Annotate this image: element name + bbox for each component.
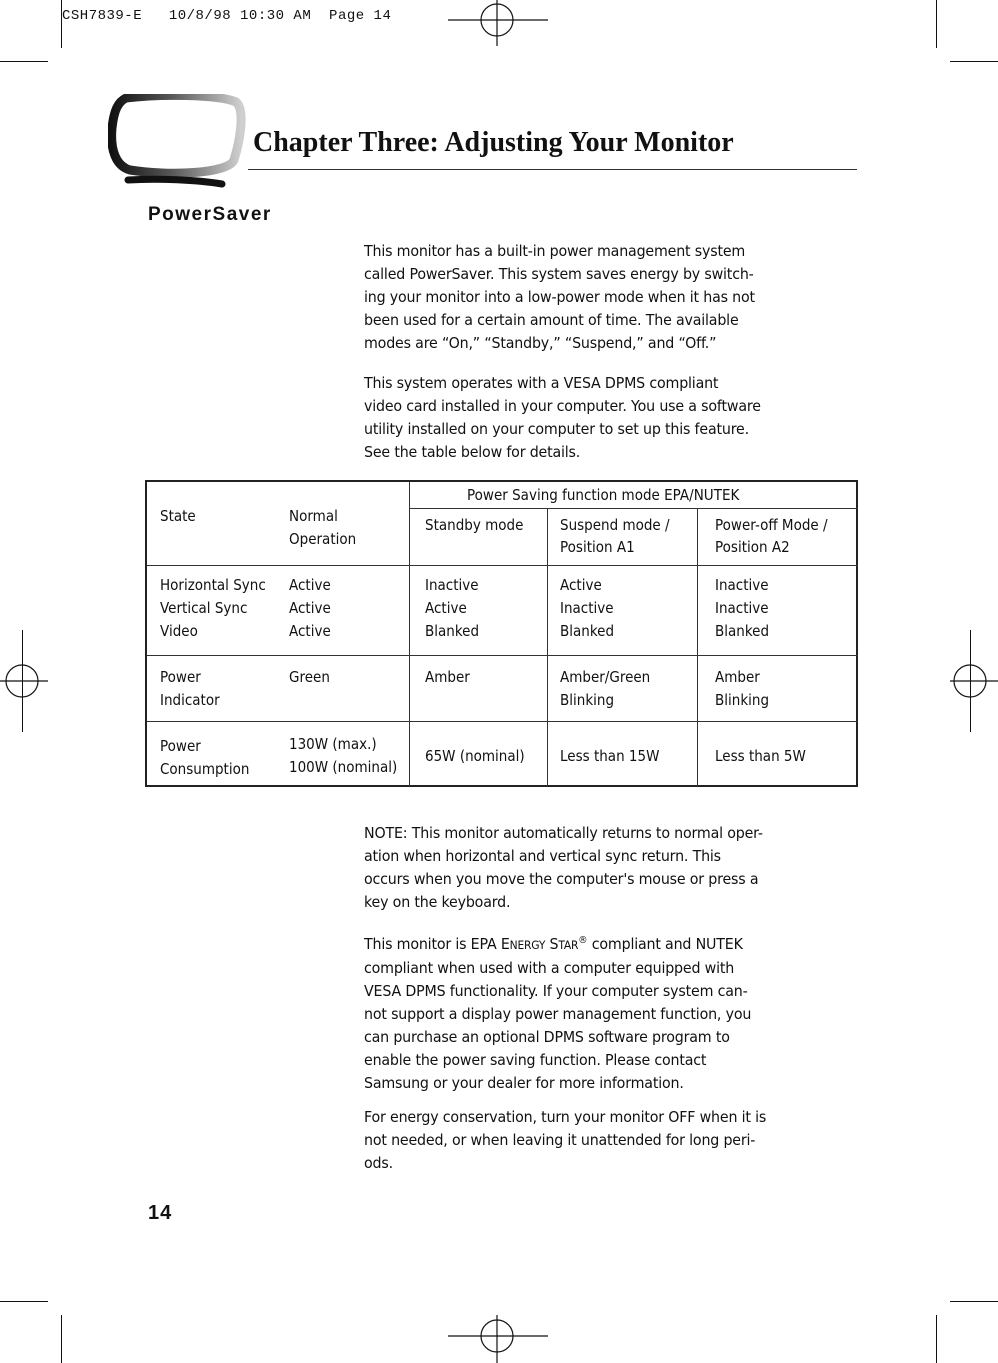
table-group-header: Power Saving function mode EPA/NUTEK — [467, 486, 740, 504]
table-cell: 65W (nominal) — [425, 747, 525, 765]
table-cell: Vertical Sync — [160, 599, 248, 617]
text-line: called PowerSaver. This system saves energy by switch- — [364, 265, 754, 283]
text-line: This monitor has a built-in power management system — [364, 242, 746, 260]
text-line: ing your monitor into a low-power mode when it has not — [364, 288, 755, 306]
table-header: Operation — [289, 530, 357, 548]
closing-paragraph — [364, 1106, 857, 1175]
table-header: Position A2 — [715, 538, 790, 556]
table-header: Position A1 — [560, 538, 635, 556]
text-line: For energy conservation, turn your monitor OFF when it is — [364, 1108, 767, 1126]
table-cell: Blanked — [560, 622, 615, 640]
text-line: key on the keyboard. — [364, 893, 511, 911]
print-slug: CSH7839-E 10/8/98 10:30 AM Page 14 — [62, 8, 392, 24]
registration-mark-right — [950, 660, 998, 702]
table-cell: Active — [289, 599, 331, 617]
text-line: VESA DPMS functionality. If your computer system can- — [364, 982, 748, 1001]
chapter-rule — [248, 169, 857, 170]
registration-mark-left — [0, 660, 48, 702]
text-line: This system operates with a VESA DPMS compliant — [364, 374, 719, 392]
text-line: This monitor is EPA ENERGY STAR® compliant and NUTEK — [364, 935, 743, 954]
text-line: been used for a certain amount of time. The available — [364, 311, 739, 329]
text-line: modes are “On,” “Standby,” “Suspend,” and “Off.” — [364, 334, 717, 352]
text-line: compliant when used with a computer equipped with — [364, 959, 735, 978]
energy-star-paragraph — [364, 929, 857, 1095]
text-line: Samsung or your dealer for more information. — [364, 1074, 684, 1093]
table-cell: Blinking — [715, 691, 770, 709]
table-cell: Indicator — [160, 691, 220, 709]
intro-paragraph-2 — [364, 372, 857, 464]
table-cell: Amber/Green — [560, 668, 651, 686]
note-paragraph — [364, 822, 857, 914]
page-number: 14 — [148, 1202, 173, 1224]
table-cell: Active — [289, 576, 331, 594]
table-cell: 130W (max.) — [289, 735, 377, 753]
table-cell: Amber — [425, 668, 470, 686]
table-cell: Active — [560, 576, 602, 594]
intro-paragraph-1 — [364, 240, 857, 355]
text-line: not support a display power management function, you — [364, 1005, 752, 1024]
table-cell: Inactive — [715, 599, 769, 617]
text-line: enable the power saving function. Please contact — [364, 1051, 707, 1070]
table-header: Standby mode — [425, 516, 524, 534]
table-cell: Blinking — [560, 691, 615, 709]
text-line: NOTE: This monitor automatically returns to normal oper- — [364, 824, 763, 842]
table-cell: Blanked — [425, 622, 480, 640]
table-header: Normal — [289, 507, 338, 525]
table-header: Suspend mode / — [560, 516, 670, 534]
table-cell: Power — [160, 737, 201, 755]
registration-mark-bottom — [448, 1313, 548, 1363]
section-title: PowerSaver — [148, 204, 272, 225]
table-cell: Inactive — [425, 576, 479, 594]
text-line: occurs when you move the computer's mouse or press a — [364, 870, 759, 888]
table-cell: Active — [425, 599, 467, 617]
power-saving-table — [145, 480, 858, 787]
table-cell: Active — [289, 622, 331, 640]
chapter-title: Chapter Three: Adjusting Your Monitor — [253, 127, 734, 158]
text-line: video card installed in your computer. You use a software — [364, 397, 761, 415]
text-line: ation when horizontal and vertical sync return. This — [364, 847, 721, 865]
table-cell: Green — [289, 668, 330, 686]
text-line: utility installed on your computer to set up this feature. — [364, 420, 749, 438]
table-cell: Power — [160, 668, 201, 686]
table-cell: Horizontal Sync — [160, 576, 266, 594]
text-line: can purchase an optional DPMS software program to — [364, 1028, 730, 1047]
monitor-logo-icon — [108, 94, 248, 194]
table-cell: Less than 5W — [715, 747, 806, 765]
table-cell: Amber — [715, 668, 760, 686]
text-line: not needed, or when leaving it unattended for long peri- — [364, 1131, 756, 1149]
table-cell: 100W (nominal) — [289, 758, 398, 776]
table-cell: Blanked — [715, 622, 770, 640]
text-line: ods. — [364, 1154, 393, 1172]
table-cell: Consumption — [160, 760, 250, 778]
text-line: See the table below for details. — [364, 443, 581, 461]
table-cell: Inactive — [715, 576, 769, 594]
registration-mark-top — [448, 0, 548, 48]
table-header: State — [160, 507, 196, 525]
table-cell: Video — [160, 622, 198, 640]
table-cell: Less than 15W — [560, 747, 660, 765]
table-header: Power-off Mode / — [715, 516, 828, 534]
table-cell: Inactive — [560, 599, 614, 617]
